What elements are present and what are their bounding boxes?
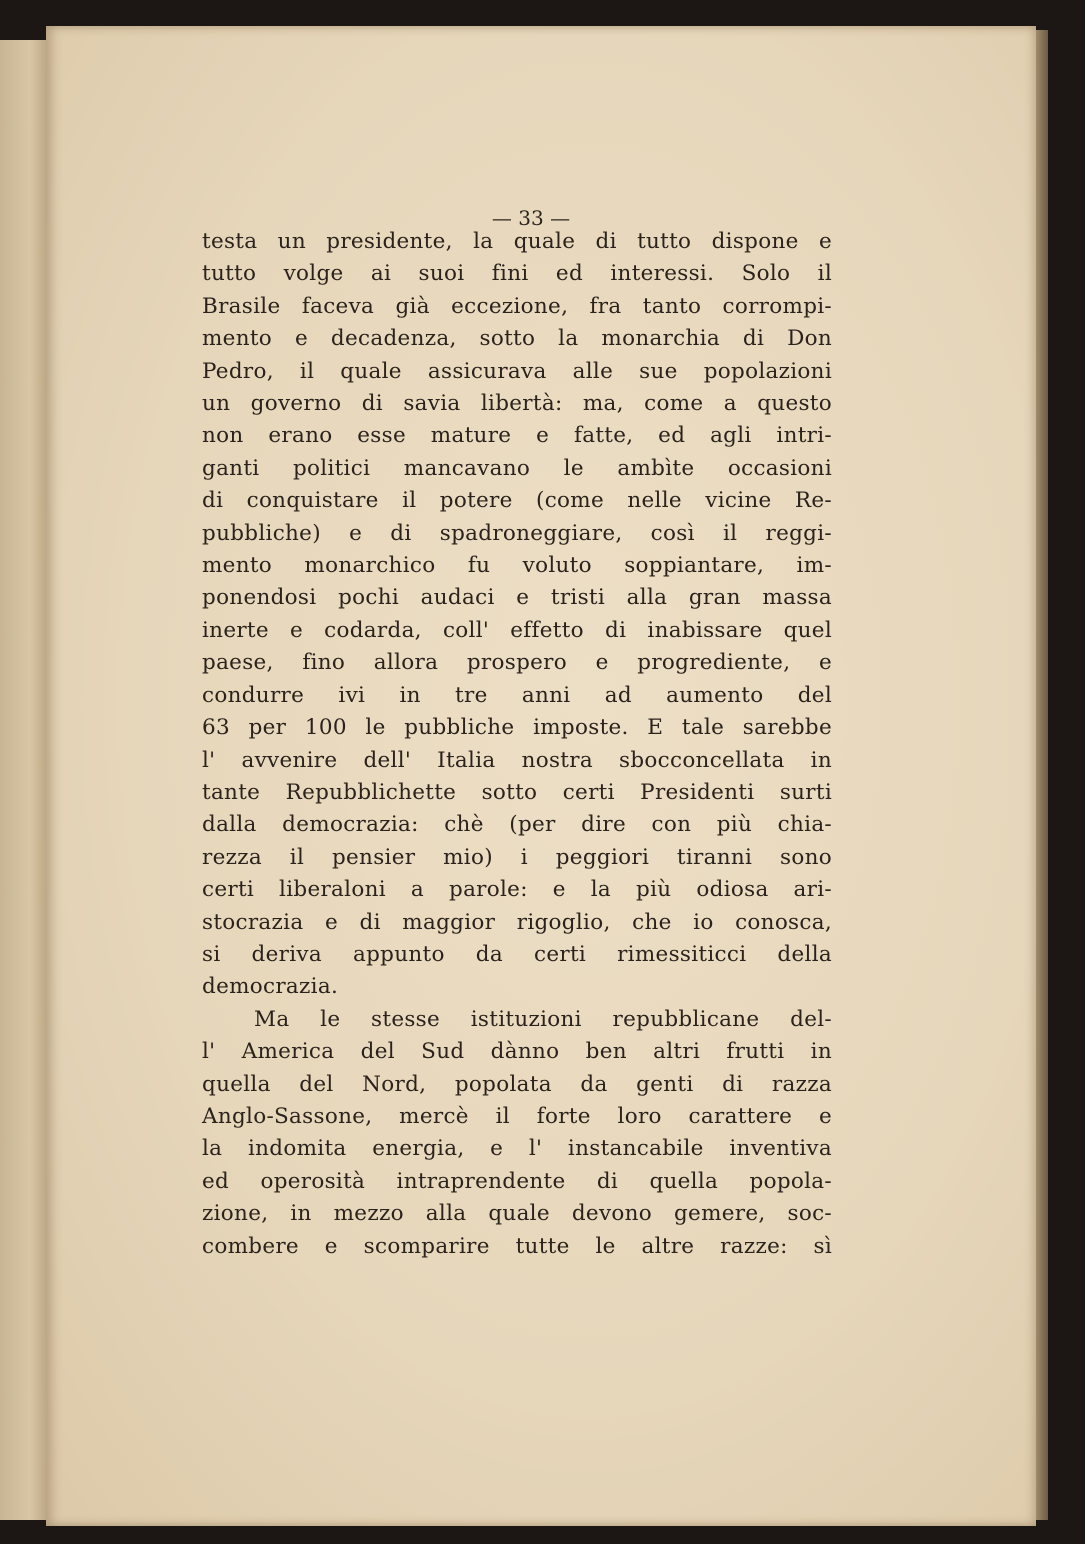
- text-line: condurre ivi in tre anni ad aumento del: [202, 682, 832, 708]
- text-line: quella del Nord, popolata da genti di razza: [202, 1071, 832, 1097]
- text-line: paese, fino allora prospero e progrediente, e: [202, 650, 832, 676]
- text-line: Anglo-Sassone, mercè il forte loro carattere e: [202, 1103, 832, 1129]
- page-stack-edge: [1036, 30, 1048, 1520]
- text-line: mento e decadenza, sotto la monarchia di Don: [202, 326, 832, 352]
- book-page: [46, 26, 1036, 1526]
- text-line: un governo di savia libertà: ma, come a questo: [202, 391, 832, 417]
- text-line: zione, in mezzo alla quale devono gemere, soc-: [202, 1201, 832, 1227]
- text-line: si deriva appunto da certi rimessiticci della: [202, 941, 832, 967]
- text-line: di conquistare il potere (come nelle vicine Re-: [202, 488, 832, 514]
- text-line: testa un presidente, la quale di tutto dispone e: [202, 229, 832, 254]
- text-line: tutto volge ai suoi fini ed interessi. Solo il: [202, 261, 832, 287]
- text-line: rezza il pensier mio) i peggiori tiranni sono: [202, 844, 832, 870]
- page-number: — 33 —: [491, 206, 571, 230]
- text-line: dalla democrazia: chè (per dire con più chia-: [202, 812, 832, 838]
- text-line: ed operosità intraprendente di quella popola-: [202, 1168, 832, 1194]
- text-line: mento monarchico fu voluto soppiantare, im-: [202, 553, 832, 579]
- text-line: Ma le stesse istituzioni repubblicane del-: [254, 1006, 832, 1032]
- left-page-edge: [0, 40, 51, 1520]
- text-line: democrazia.: [202, 974, 339, 1000]
- text-line: inerte e codarda, coll' effetto di inabissare quel: [202, 617, 832, 643]
- text-line: Brasile faceva già eccezione, fra tanto corrompi-: [202, 293, 832, 319]
- text-line: l' America del Sud dànno ben altri frutti in: [202, 1039, 832, 1065]
- text-line: stocrazia e di maggior rigoglio, che io conosca,: [202, 909, 832, 935]
- text-line: certi liberaloni a parole: e la più odiosa ari-: [202, 877, 832, 903]
- text-line: tante Repubblichette sotto certi Presidenti surti: [202, 779, 832, 805]
- text-line: pubbliche) e di spadroneggiare, così il reggi-: [202, 520, 832, 546]
- text-line: combere e scomparire tutte le altre razze: sì: [202, 1233, 832, 1259]
- text-line: l' avvenire dell' Italia nostra sbocconcellata in: [202, 747, 832, 773]
- body-text: [202, 226, 832, 1263]
- text-line: non erano esse mature e fatte, ed agli intri-: [202, 423, 832, 449]
- text-line: Pedro, il quale assicurava alle sue popolazioni: [202, 358, 832, 384]
- text-line: ponendosi pochi audaci e tristi alla gran massa: [202, 585, 832, 611]
- text-line: ganti politici mancavano le ambìte occasioni: [202, 455, 832, 481]
- text-line: la indomita energia, e l' instancabile inventiva: [202, 1136, 832, 1162]
- text-line: 63 per 100 le pubbliche imposte. E tale sarebbe: [202, 715, 832, 741]
